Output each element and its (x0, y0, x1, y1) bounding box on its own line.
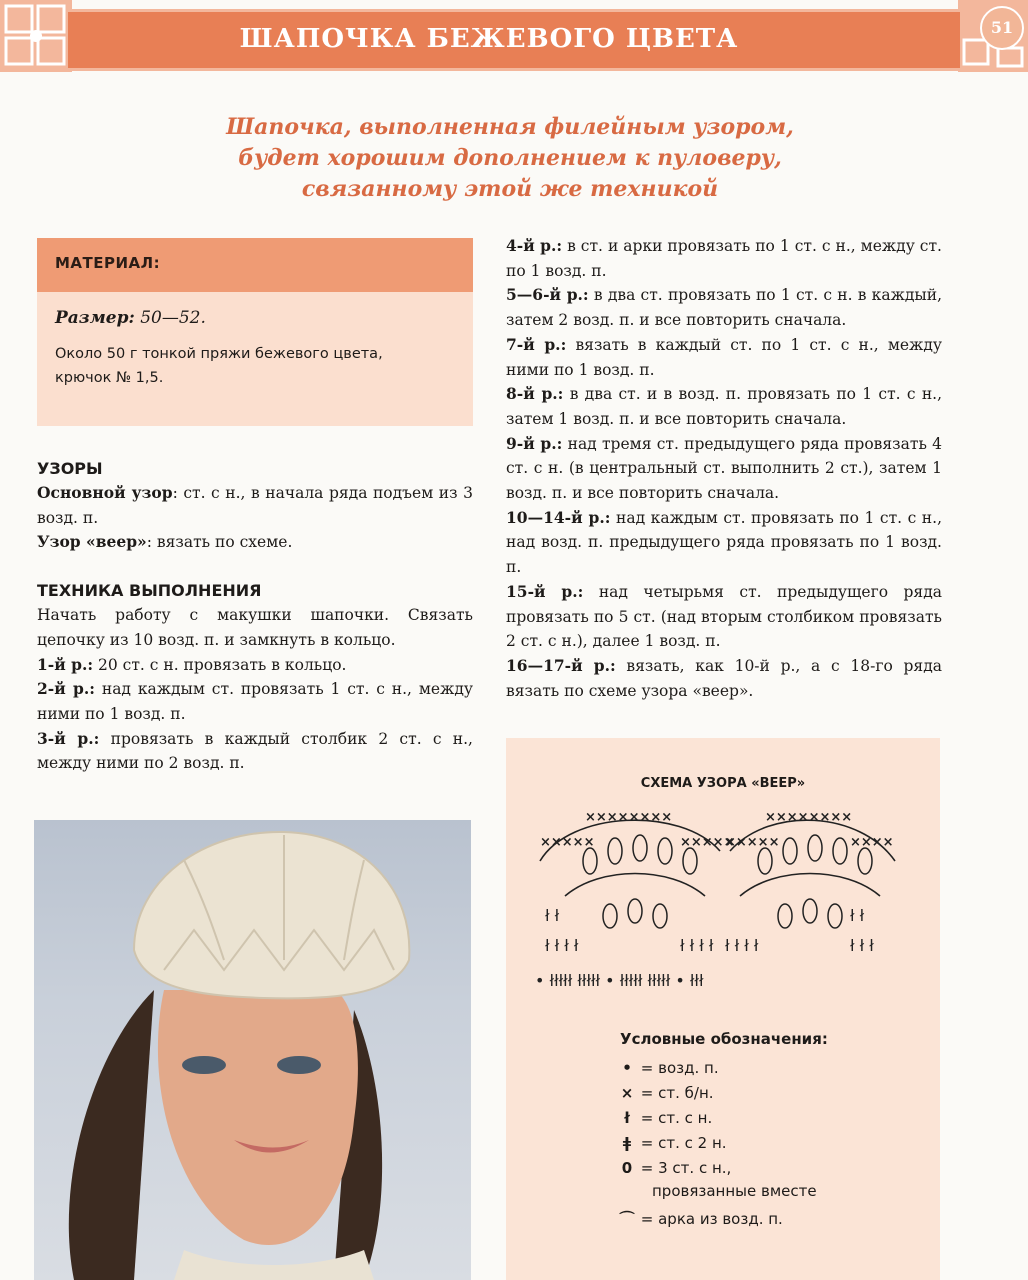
size-label: Размер: (55, 308, 135, 328)
row-label: 3-й р.: (37, 728, 100, 748)
single-crochet-icon: ł (624, 1109, 630, 1127)
fan-pattern-label: Узор «веер» (37, 532, 147, 552)
main-pattern-label: Основной узор (37, 483, 173, 502)
legend-text: = ст. б/н. (640, 1084, 714, 1102)
legend-item (618, 1207, 783, 1231)
row-label: 1-й р.: (37, 654, 94, 674)
svg-text:ł ł ł ł: ł ł ł ł (725, 936, 759, 955)
svg-text:ł ł: ł ł (545, 906, 560, 925)
row-text: над каждым ст. провязать 1 ст. с н., между ними по 1 возд. п. (37, 680, 473, 723)
legend-continuation: провязанные вместе (652, 1182, 817, 1200)
subtitle-line: связанному этой же техникой (301, 176, 719, 202)
svg-text:×××××: ××××× (540, 835, 595, 850)
legend-text: = арка из возд. п. (640, 1210, 783, 1228)
row-text: провязать в каждый столбик 2 ст. с н., между ними по 2 возд. п. (37, 729, 473, 773)
row-instruction (506, 333, 942, 382)
row-label: 15-й р.: (506, 581, 584, 601)
row-text: в два ст. и в возд. п. провязать по 1 ст. с н., затем 1 возд. п. и все повторить сначала. (506, 385, 943, 428)
svg-text:××××××××: ×××××××× (585, 810, 673, 825)
fan-pattern-text: : вязать по схеме. (146, 533, 293, 552)
row-text: над каждым ст. провязать по 1 ст. с н., над возд. п. предыдущего ряда провязать по 1 возд. п. (506, 508, 942, 577)
size-value: 50—52. (140, 308, 206, 328)
svg-text:ł ł: ł ł (850, 906, 865, 925)
main-pattern (37, 481, 473, 530)
svg-text:ł ł ł ł: ł ł ł ł (545, 936, 579, 955)
page-title: ШАПОЧКА БЕЖЕВОГО ЦВЕТА (239, 24, 739, 54)
row-instruction (506, 654, 942, 703)
legend-text: = ст. с н. (640, 1109, 713, 1127)
fan-pattern (37, 530, 473, 555)
svg-text:ł ł ł ł: ł ł ł ł (680, 936, 714, 955)
row-instruction (506, 234, 942, 283)
legend-title: Условные обозначения: (620, 1030, 828, 1048)
corner-ornament-left-icon (0, 0, 72, 72)
legend-text: = 3 ст. с н., (640, 1159, 732, 1177)
double-crochet-icon: ǂ (622, 1134, 632, 1152)
svg-text:×××××: ××××× (680, 835, 735, 850)
technique-heading: ТЕХНИКА ВЫПОЛНЕНИЯ (37, 581, 262, 601)
row-instruction (506, 283, 942, 332)
legend-item (618, 1131, 727, 1155)
legend-item (618, 1081, 714, 1105)
row-text: в два ст. провязать по 1 ст. с н. в каждый, затем 2 возд. п. и все повторить сначала. (506, 286, 942, 330)
main-pattern-text: : ст. с н., в начала ряда подъем из 3 возд. п. (37, 484, 473, 527)
row-label: 8-й р.: (506, 384, 564, 404)
legend-item (618, 1056, 719, 1080)
legend-text: = возд. п. (640, 1059, 719, 1077)
right-column (506, 234, 942, 703)
svg-text:×××××: ××××× (725, 835, 780, 850)
scheme-title: СХЕМА УЗОРА «ВЕЕР» (640, 776, 806, 791)
row-instruction (506, 382, 942, 431)
row-instruction (37, 727, 473, 776)
row-text: вязать, как 10-й р., а с 18-го ряда вязать по схеме узора «веер». (506, 656, 942, 700)
row-label: 16—17-й р.: (506, 655, 616, 675)
model-photo-image (34, 820, 471, 1280)
row-instruction (506, 580, 942, 654)
row-label: 5—6-й р.: (506, 285, 589, 305)
row-instruction (37, 677, 473, 726)
row-label: 7-й р.: (506, 334, 567, 354)
dot-icon: • (622, 1059, 632, 1077)
model-photo (34, 820, 471, 1280)
subtitle-line: будет хорошим дополнением к пуловеру, (238, 145, 782, 171)
row-text: 20 ст. с н. провязать в кольцо. (93, 655, 347, 674)
row-label: 10—14-й р.: (506, 507, 611, 527)
row-text: вязать в каждый ст. по 1 ст. с н., между ними по 1 возд. п. (506, 335, 942, 379)
legend-item (618, 1106, 712, 1130)
cross-icon: × (620, 1084, 634, 1102)
row-instruction (37, 653, 473, 678)
svg-text:××××: ×××× (850, 835, 894, 850)
material-box (37, 238, 473, 426)
fan-pattern-diagram (530, 806, 910, 1006)
svg-text:××××××××: ×××××××× (765, 810, 853, 825)
row-instruction (506, 432, 942, 506)
row-instruction (506, 506, 942, 580)
material-text (55, 342, 455, 390)
technique-intro: Начать работу с макушки шапочки. Связать цепочку из 10 возд. п. и замкнуть в кольцо. (37, 606, 473, 649)
left-column (37, 456, 473, 776)
material-size (55, 308, 473, 328)
row-label: 4-й р.: (506, 236, 563, 255)
subtitle-line: Шапочка, выполненная филейным узором, (226, 114, 794, 140)
row-text: в ст. и арки провязать по 1 ст. с н., между ст. по 1 возд. п. (506, 237, 942, 280)
material-line: Около 50 г тонкой пряжи бежевого цвета, (55, 346, 383, 362)
cluster-icon: 0 (621, 1159, 633, 1177)
material-heading: МАТЕРИАЛ: (37, 238, 473, 292)
row-text: над четырьмя ст. предыдущего ряда провязать по 5 ст. (над вторым столбиком провязать 2 ст. с н.), далее 1 возд. п. (506, 582, 942, 651)
legend-text: = ст. с 2 н. (640, 1134, 727, 1152)
patterns-heading: УЗОРЫ (37, 459, 103, 478)
svg-text:ł ł ł: ł ł ł (850, 936, 874, 955)
svg-text:• łłłłł łłłłł • łłłłł łłłłł: • łłłłł łłłłł • łłłłł łłłłł • łłł (535, 971, 704, 990)
row-text: над тремя ст. предыдущего ряда провязать 4 ст. с н. (в центральный ст. выполнить 2 ст.), затем 1 возд. п. и все повторить сначала. (506, 434, 942, 503)
row-label: 9-й р.: (506, 433, 563, 453)
legend-item (618, 1156, 731, 1180)
page-number: 51 (980, 6, 1024, 50)
material-line: крючок № 1,5. (55, 370, 164, 386)
row-label: 2-й р.: (37, 679, 95, 699)
arch-icon: ⌒ (619, 1210, 635, 1228)
subtitle (180, 112, 840, 205)
